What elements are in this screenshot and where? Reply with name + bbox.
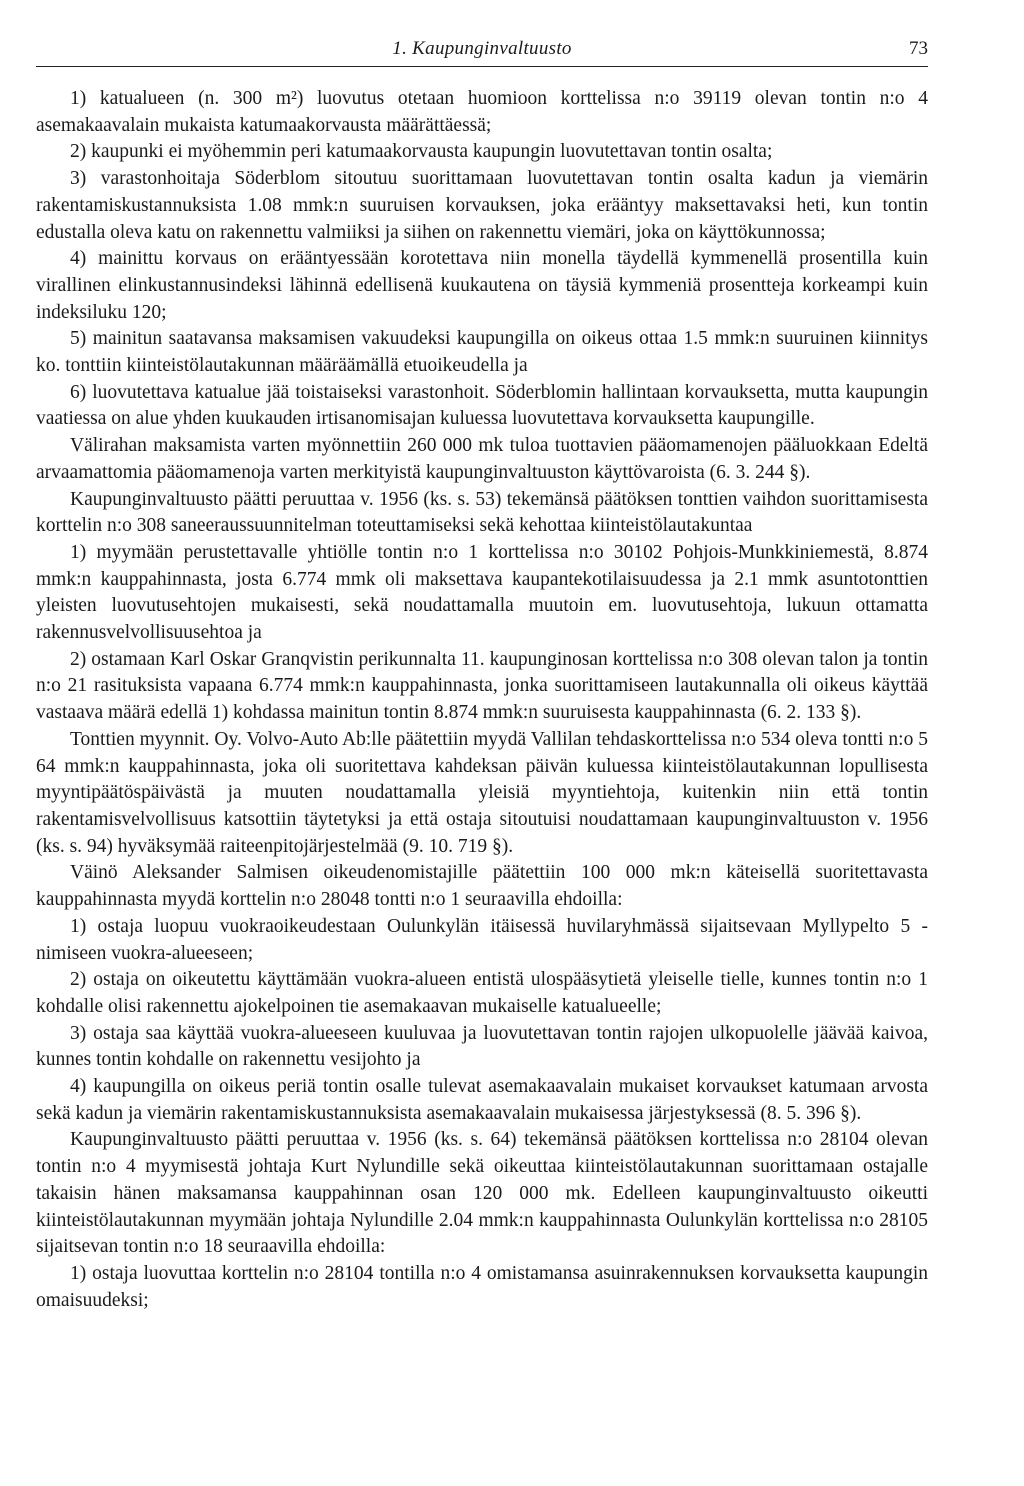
paragraph: Välirahan maksamista varten myönnettiin 260 000 mk tuloa tuottavien pääomamenojen pääluokkaan Edeltä arvaamattomia pääomamenoja varten merkityistä kaupunginvaltuuston käyttövaroista (6. 3. 244 §). bbox=[36, 435, 928, 483]
paragraph: 1) myymään perustettavalle yhtiölle tontin n:o 1 korttelissa n:o 30102 Pohjois-Munkkiniemestä, 8.874 mmk:n kauppahinnasta, josta 6.774 mmk oli maksettava kaupantekotilaisuudessa ja 2.1 mmk asuntotonttien yleisten luovutusehtojen mukaisesti, sekä noudattamalla muutoin em. luovutusehtoja, lukuun ottamatta rakennusvelvollisuusehtoa ja bbox=[36, 541, 928, 644]
page-number: 73 bbox=[909, 38, 928, 59]
paragraph: 2) ostamaan Karl Oskar Granqvistin perikunnalta 11. kaupunginosan korttelissa n:o 308 olevan talon ja tontin n:o 21 rasituksista vapaana 6.774 mmk:n kauppahinnasta, jonka suorittamiseen lautakunnalla oli oikeus käyttää vastaava määrä edellä 1) kohdassa mainitun tontin 8.874 mmk:n suuruisesta kauppahinnasta (6. 2. 133 §). bbox=[36, 648, 928, 724]
paragraph: 3) varastonhoitaja Söderblom sitoutuu suorittamaan luovutettavan tontin osalta kadun ja viemärin rakentamiskustannuksista 1.08 mmk:n suuruisen korvauksen, joka erääntyy maksettavaksi heti, kun tontin edustalla oleva katu on rakennettu valmiiksi ja siihen on rakennettu viemäri, joka on käyttökunnossa; bbox=[36, 168, 928, 243]
body-text bbox=[36, 86, 928, 1314]
paragraph: 5) mainitun saatavansa maksamisen vakuudeksi kaupungilla on oikeus ottaa 1.5 mmk:n suuruinen kiinnitys ko. tonttiin kiinteistölautakunnan määräämällä etuoikeudella ja bbox=[36, 328, 928, 377]
paragraph: Väinö Aleksander Salmisen oikeudenomistajille päätettiin 100 000 mk:n käteisellä suoritettavasta kauppahinnasta myydä korttelin n:o 28048 tontti n:o 1 seuraavilla ehdoilla: bbox=[36, 862, 928, 911]
paragraph: 1) ostaja luopuu vuokraoikeudestaan Oulunkylän itäisessä huvilaryhmässä sijaitsevaan Myllypelto 5 -nimiseen vuokra-alueeseen; bbox=[36, 915, 928, 964]
section-title: 1. Kaupunginvaltuusto bbox=[392, 38, 572, 59]
running-header bbox=[36, 0, 928, 67]
paragraph: 1) katualueen (n. 300 m²) luovutus otetaan huomioon korttelissa n:o 39119 olevan tontin n:o 4 asemakaavalain mukaista katumaakorvausta määrättäessä; bbox=[36, 88, 928, 136]
paragraph: 1) ostaja luovuttaa korttelin n:o 28104 tontilla n:o 4 omistamansa asuinrakennuksen korvauksetta kaupungin omaisuudeksi; bbox=[36, 1262, 928, 1311]
paragraph: 2) ostaja on oikeutettu käyttämään vuokra-alueen entistä ulospääsytietä yleiselle tielle, kunnes tontin n:o 1 kohdalle olisi rakennettu ajokelpoinen tie asemakaavan mukaiselle katualueelle; bbox=[36, 969, 928, 1017]
paragraph: Kaupunginvaltuusto päätti peruuttaa v. 1956 (ks. s. 64) tekemänsä päätöksen korttelissa n:o 28104 olevan tontin n:o 4 myymisestä johtaja Kurt Nylundille sekä oikeuttaa kiinteistölautakunnan suorittamaan ostajalle takaisin hänen maksamansa kauppahinnan osan 120 000 mk. Edelleen kaupunginvaltuusto oikeutti kiinteistölautakunnan myymään johtaja Nylundille 2.04 mmk:n kauppahinnasta Oulunkylän korttelissa n:o 28105 sijaitsevan tontin n:o 18 seuraavilla ehdoilla: bbox=[36, 1129, 928, 1258]
paragraph: 3) ostaja saa käyttää vuokra-alueeseen kuuluvaa ja luovutettavan tontin rajojen ulkopuolelle jäävää kaivoa, kunnes tontin kohdalle on rakennettu vesijohto ja bbox=[36, 1022, 928, 1071]
paragraph: 4) kaupungilla on oikeus periä tontin osalle tulevat asemakaavalain mukaiset korvaukset katumaan arvosta sekä kadun ja viemärin rakentamiskustannuksista asemakaavalain mukaisessa järjestyksessä (8. 5. 396 §). bbox=[36, 1076, 928, 1124]
document-page bbox=[36, 0, 928, 1314]
paragraph: 4) mainittu korvaus on erääntyessään korotettava niin monella täydellä kymmenellä prosentilla kuin virallinen elinkustannusindeksi lähinnä edellisenä kuukautena on täysiä kymmeniä prosentteja korkeampi kuin indeksiluku 120; bbox=[36, 248, 928, 323]
paragraph: Tonttien myynnit. Oy. Volvo-Auto Ab:lle päätettiin myydä Vallilan tehdaskorttelissa n:o 534 oleva tontti n:o 5 64 mmk:n kauppahinnasta, joka oli suoritettava kahdeksan päivän kuluessa kiinteistölautakunnan lopullisesta myyntipäätöspäivästä ja muuten noudattamalla yleisiä myyntiehtoja, kuitenkin niin että tontin rakentamisvelvollisuus katsottiin täytetyksi ja että ostaja sitoutuisi noudattamaan kaupunginvaltuuston v. 1956 (ks. s. 94) hyväksymää raiteenpitojärjestelmää (9. 10. 719 §). bbox=[36, 728, 928, 857]
paragraph: Kaupunginvaltuusto päätti peruuttaa v. 1956 (ks. s. 53) tekemänsä päätöksen tonttien vaihdon suorittamisesta korttelin n:o 308 saneeraussuunnitelman toteuttamiseksi sekä kehottaa kiinteistölautakuntaa bbox=[36, 488, 928, 537]
paragraph: 6) luovutettava katualue jää toistaiseksi varastonhoit. Söderblomin hallintaan korvauksetta, mutta kaupungin vaatiessa on alue yhden kuukauden irtisanomisajan kuluessa luovutettava korvauksetta kaupungille. bbox=[36, 381, 928, 430]
paragraph: 2) kaupunki ei myöhemmin peri katumaakorvausta kaupungin luovutettavan tontin osalta; bbox=[70, 141, 773, 163]
